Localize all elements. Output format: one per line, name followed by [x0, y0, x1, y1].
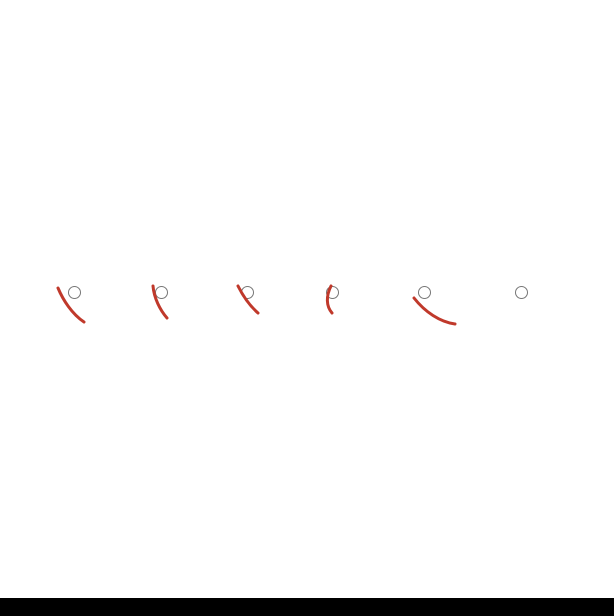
mark-choice-d [327, 286, 332, 313]
top-coordinate-graph [0, 0, 614, 185]
bottom-coordinate-graph [0, 315, 614, 585]
problem-statement [41, 219, 614, 237]
problem-line-1 [41, 219, 614, 237]
mark-choice-c [238, 286, 258, 313]
problem-text-1 [41, 220, 46, 235]
mark-choice-b [153, 286, 167, 318]
bottom-black-bar [0, 598, 614, 616]
